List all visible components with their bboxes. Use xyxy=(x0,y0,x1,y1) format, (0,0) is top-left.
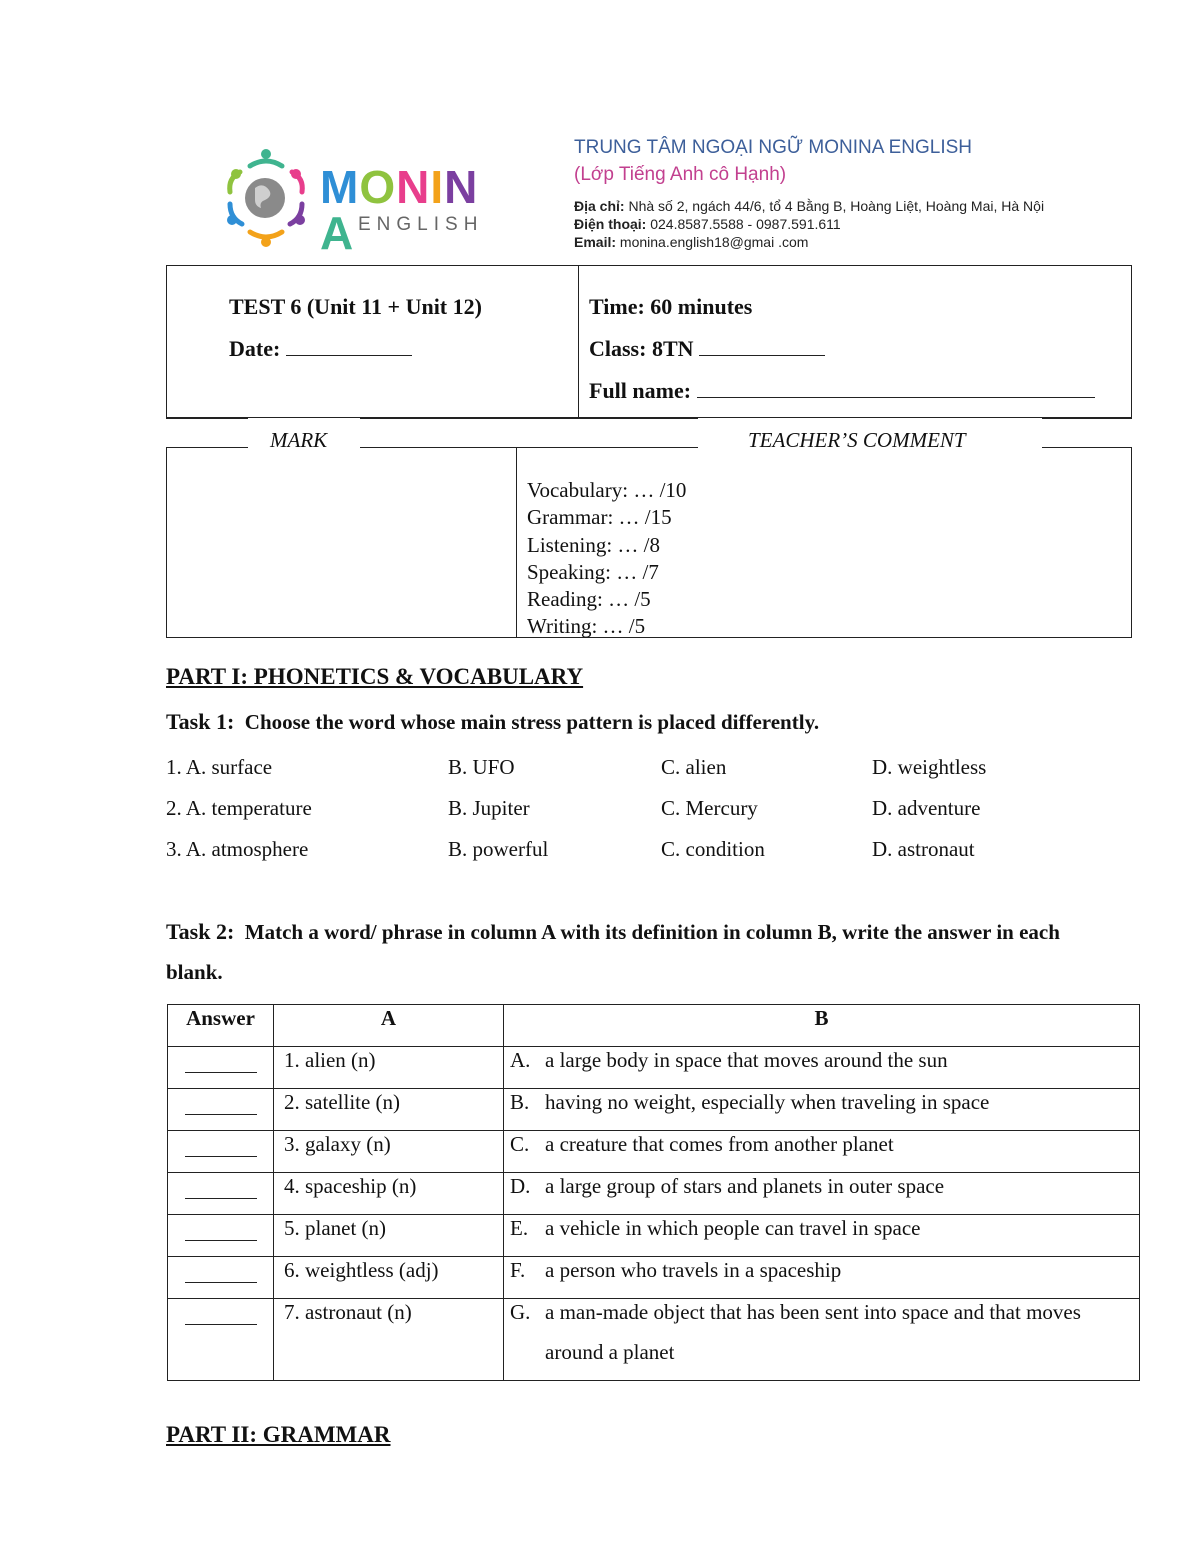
fullname-field[interactable]: Full name: xyxy=(589,377,1095,404)
score-vocabulary: Vocabulary: … /10 xyxy=(527,478,687,502)
question-row xyxy=(166,755,1166,785)
column-a-item: 6. weightless (adj) xyxy=(274,1257,504,1299)
score-list xyxy=(527,477,686,641)
center-info xyxy=(574,137,1044,250)
mark-comment-banner xyxy=(166,418,1132,452)
mark-label: MARK xyxy=(270,428,328,452)
column-a-item: 1. alien (n) xyxy=(274,1047,504,1089)
task2-instruction: Task 2: Match a word/ phrase in column A with its definition in column B, write the answer in each xyxy=(166,919,1060,944)
column-b-item: A. a large body in space that moves around the sun xyxy=(504,1047,1140,1089)
people-globe-logo-icon xyxy=(220,142,315,252)
matching-table xyxy=(167,1004,1140,1381)
header-a: A xyxy=(274,1005,504,1047)
column-b-item: B. having no weight, especially when traveling in space xyxy=(504,1089,1140,1131)
answer-blank[interactable] xyxy=(185,1258,257,1283)
q3-option-a[interactable]: 3. A. atmosphere xyxy=(166,837,309,861)
score-listening: Listening: … /8 xyxy=(527,532,660,557)
score-writing: Writing: … /5 xyxy=(527,614,646,639)
column-a-item: 3. galaxy (n) xyxy=(274,1131,504,1173)
task2-instruction-cont: blank. xyxy=(166,960,223,984)
score-reading: Reading: … /5 xyxy=(527,587,651,612)
q3-option-c[interactable]: C. condition xyxy=(661,837,765,861)
answer-blank[interactable] xyxy=(185,1048,257,1073)
question-row xyxy=(166,796,1166,826)
q2-option-d[interactable]: D. adventure xyxy=(872,796,981,820)
column-b-item: C. a creature that comes from another planet xyxy=(504,1131,1140,1173)
teacher-comment-label: TEACHER’S COMMENT xyxy=(748,428,966,452)
task1-instruction: Task 1: Choose the word whose main stress pattern is placed differently. xyxy=(166,709,820,734)
q2-option-a[interactable]: 2. A. temperature xyxy=(166,796,312,820)
q3-option-d[interactable]: D. astronaut xyxy=(872,837,975,861)
time-label: Time: 60 minutes xyxy=(589,294,753,319)
table-row xyxy=(168,1047,1140,1089)
column-a-item: 2. satellite (n) xyxy=(274,1089,504,1131)
answer-blank[interactable] xyxy=(185,1300,257,1325)
test-title: TEST 6 (Unit 11 + Unit 12) xyxy=(229,294,482,319)
q2-option-b[interactable]: B. Jupiter xyxy=(448,796,530,820)
column-a-item: 4. spaceship (n) xyxy=(274,1173,504,1215)
mark-box xyxy=(166,447,1132,638)
center-phone: Điện thoại: 024.8587.5588 - 0987.591.611 xyxy=(574,216,841,232)
date-field[interactable]: Date: xyxy=(229,335,482,362)
column-a-item: 7. astronaut (n) xyxy=(274,1299,504,1381)
q2-option-c[interactable]: C. Mercury xyxy=(661,796,758,820)
part2-title: PART II: GRAMMAR xyxy=(166,1422,391,1447)
logo-letter: I xyxy=(430,161,445,213)
q1-option-a[interactable]: 1. A. surface xyxy=(166,755,273,779)
logo-letter: O xyxy=(359,161,397,213)
header-b: B xyxy=(504,1005,1140,1047)
answer-blank[interactable] xyxy=(185,1132,257,1157)
logo-letter: A xyxy=(320,207,355,259)
table-header-row xyxy=(168,1005,1140,1047)
column-b-item: D. a large group of stars and planets in outer space xyxy=(504,1173,1140,1215)
q3-option-b[interactable]: B. powerful xyxy=(448,837,549,861)
logo-letter: M xyxy=(320,161,360,213)
logo-wordmark xyxy=(320,161,510,259)
answer-blank[interactable] xyxy=(185,1174,257,1199)
logo-subtitle: ENGLISH xyxy=(358,214,484,235)
table-row xyxy=(168,1173,1140,1215)
logo-letter: N xyxy=(396,161,431,213)
center-subname: (Lớp Tiếng Anh cô Hạnh) xyxy=(574,164,787,185)
column-a-item: 5. planet (n) xyxy=(274,1215,504,1257)
column-b-item: G. a man-made object that has been sent into space and that moves around a planet xyxy=(504,1299,1140,1381)
class-field[interactable]: Class: 8TN xyxy=(589,335,1095,362)
monina-logo xyxy=(220,142,510,259)
table-row xyxy=(168,1215,1140,1257)
score-grammar: Grammar: … /15 xyxy=(527,505,672,530)
answer-blank[interactable] xyxy=(185,1216,257,1241)
table-row xyxy=(168,1089,1140,1131)
question-row xyxy=(166,837,1166,867)
q1-option-b[interactable]: B. UFO xyxy=(448,755,515,779)
column-b-item: F. a person who travels in a spaceship xyxy=(504,1257,1140,1299)
part1-title: PART I: PHONETICS & VOCABULARY xyxy=(166,664,584,689)
center-name: TRUNG TÂM NGOẠI NGỮ MONINA ENGLISH xyxy=(574,137,973,158)
table-row xyxy=(168,1131,1140,1173)
center-address: Địa chỉ: Nhà số 2, ngách 44/6, tổ 4 Bằng B, Hoàng Liệt, Hoàng Mai, Hà Nội xyxy=(574,198,1045,214)
test-info-box xyxy=(166,265,1132,418)
answer-blank[interactable] xyxy=(185,1090,257,1115)
score-speaking: Speaking: … /7 xyxy=(527,559,659,584)
logo-letter: N xyxy=(444,161,479,213)
center-email: Email: monina.english18@gmai .com xyxy=(574,234,809,250)
q1-option-d[interactable]: D. weightless xyxy=(872,755,987,779)
q1-option-c[interactable]: C. alien xyxy=(661,755,727,779)
column-b-item: E. a vehicle in which people can travel in space xyxy=(504,1215,1140,1257)
table-row xyxy=(168,1299,1140,1381)
header-answer: Answer xyxy=(168,1005,274,1047)
